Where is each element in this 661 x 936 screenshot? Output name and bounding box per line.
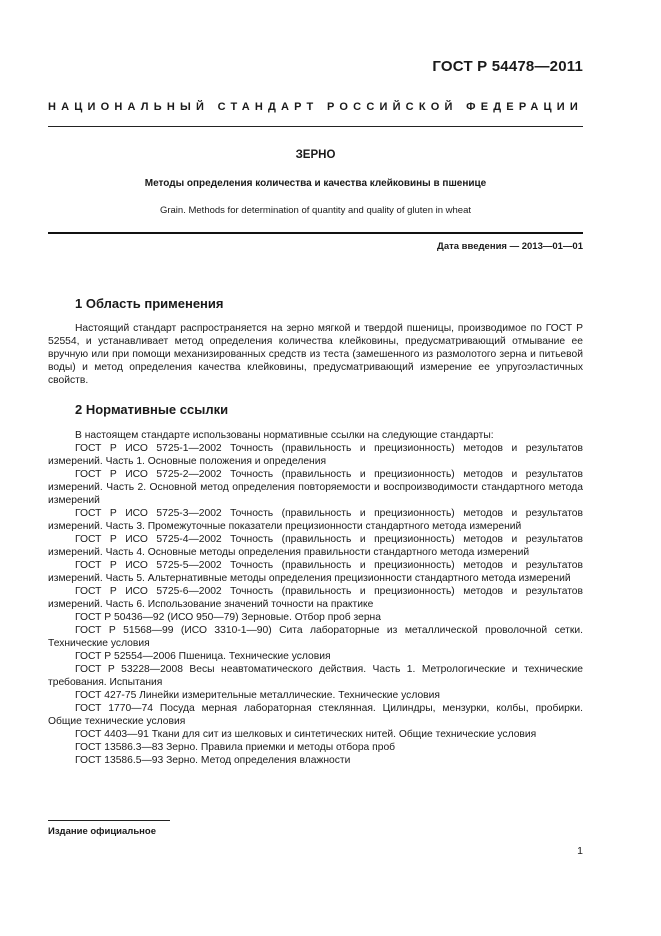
reference-item: ГОСТ Р ИСО 5725-1—2002 Точность (правильность и прецизионность) методов и результатов измерений. Часть 1. Основные положения и определения [48, 443, 583, 467]
reference-item: ГОСТ 4403—91 Ткани для сит из шелковых и синтетических нитей. Общие технические условия [75, 729, 537, 740]
reference-item: ГОСТ Р ИСО 5725-2—2002 Точность (правильность и прецизионность) методов и результатов измерений. Часть 2. Основной метод определения повторяемости и воспроизводимости стандартного метода измерений [48, 469, 583, 506]
reference-item: ГОСТ Р ИСО 5725-3—2002 Точность (правильность и прецизионность) методов и результатов измерений. Часть 3. Промежуточные показатели прецизионности стандартного метода измерений [48, 508, 583, 532]
reference-item: ГОСТ Р 50436—92 (ИСО 950—79) Зерновые. Отбор проб зерна [75, 612, 381, 623]
section-1-heading: 1 Область применения [75, 296, 224, 311]
official-edition-label: Издание официальное [48, 826, 156, 837]
document-title: ЗЕРНО [295, 149, 336, 161]
national-standard-banner: НАЦИОНАЛЬНЫЙ СТАНДАРТ РОССИЙСКОЙ ФЕДЕРАЦИИ [48, 101, 583, 113]
reference-item: ГОСТ 1770—74 Посуда мерная лабораторная стеклянная. Цилиндры, мензурки, колбы, пробирки. Общие технические условия [48, 703, 583, 727]
title-divider [48, 232, 583, 234]
reference-item: ГОСТ Р 51568—99 (ИСО 3310-1—90) Сита лабораторные из металлической проволочной сетки. Технические условия [48, 625, 583, 649]
section-2-heading: 2 Нормативные ссылки [75, 402, 229, 417]
english-title: Grain. Methods for determination of quantity and quality of gluten in wheat [159, 205, 472, 216]
reference-item: ГОСТ Р ИСО 5725-6—2002 Точность (правильность и прецизионность) методов и результатов измерений. Часть 6. Использование значений точности на практике [48, 586, 583, 610]
references-intro: В настоящем стандарте использованы нормативные ссылки на следующие стандарты: [75, 430, 494, 441]
introduction-date: Дата введения — 2013—01—01 [437, 241, 583, 252]
section-1-paragraph: Настоящий стандарт распространяется на зерно мягкой и твердой пшеницы, производимое по ГОСТ Р 52554, и устанавливает метод определения количества клейковины, предусматривающий отмывание ее вручную или при помощи механизированных средств из теста (замешенного из размолотого зерна и питьевой воды) и метод определения качества клейковины, предусматривающий измерение ее упругоэластичных свойств. [48, 323, 583, 386]
header-divider [48, 126, 583, 127]
document-number: ГОСТ Р 54478—2011 [432, 58, 583, 75]
normative-references-list [48, 429, 583, 767]
reference-item: ГОСТ 13586.3—83 Зерно. Правила приемки и методы отбора проб [75, 742, 396, 753]
section-1-body [48, 322, 583, 387]
reference-item: ГОСТ Р ИСО 5725-5—2002 Точность (правильность и прецизионность) методов и результатов измерений. Часть 5. Альтернативные методы определения прецизионности стандартного метода измерений [48, 560, 583, 584]
reference-item: ГОСТ Р 52554—2006 Пшеница. Технические условия [75, 651, 331, 662]
footer-divider [48, 820, 170, 821]
reference-item: ГОСТ 427-75 Линейки измерительные металлические. Технические условия [75, 690, 440, 701]
reference-item: ГОСТ Р 53228—2008 Весы неавтоматического действия. Часть 1. Метрологические и технические требования. Испытания [48, 664, 583, 688]
reference-item: ГОСТ Р ИСО 5725-4—2002 Точность (правильность и прецизионность) методов и результатов измерений. Часть 4. Основные методы определения правильности стандартного метода измерений [48, 534, 583, 558]
reference-item: ГОСТ 13586.5—93 Зерно. Метод определения влажности [75, 755, 351, 766]
page-number: 1 [577, 845, 583, 857]
document-subtitle: Методы определения количества и качества клейковины в пшенице [144, 178, 487, 189]
